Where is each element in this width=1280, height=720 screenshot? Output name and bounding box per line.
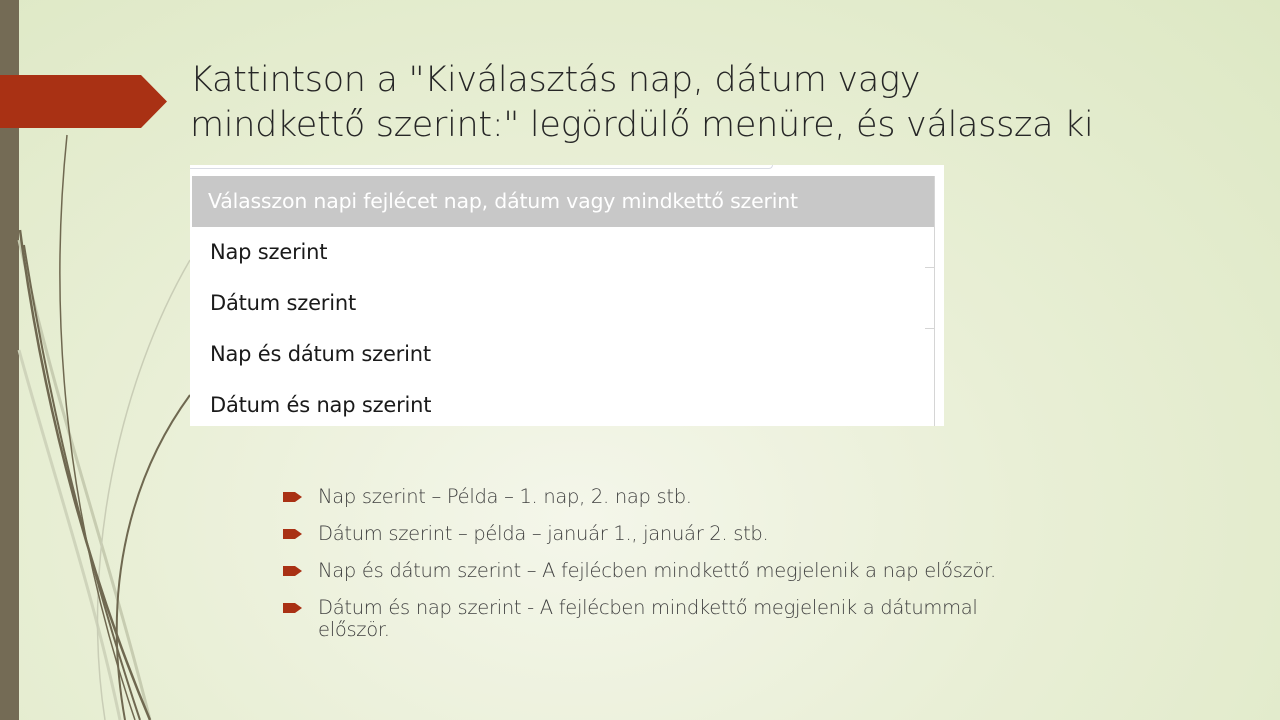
bullet-arrow-icon (283, 603, 302, 613)
bullet-list (283, 484, 1183, 654)
slide-title (190, 58, 1260, 148)
bullet-arrow-icon (283, 566, 302, 576)
option-by-day[interactable]: Nap szerint (210, 240, 328, 264)
background-row-divider (925, 328, 935, 329)
bullet-text: Nap és dátum szerint – A fejlécben mindkettő megjelenik a nap először. (318, 559, 996, 582)
title-line-2: mindkettő szerint:" legördülő menüre, és válassza ki (190, 105, 1094, 145)
option-day-and-date[interactable]: Nap és dátum szerint (210, 342, 431, 366)
bullet-item (283, 484, 1183, 510)
dropdown-placeholder-option[interactable]: Válasszon napi fejlécet nap, dátum vagy mindkettő szerint (192, 176, 934, 227)
bullet-item (283, 521, 1183, 547)
title-line-1: Kattintson a "Kiválasztás nap, dátum vagy (190, 60, 921, 100)
bullet-arrow-icon (283, 529, 302, 539)
bullet-item (283, 558, 1183, 584)
bullet-arrow-icon (283, 492, 302, 502)
bullet-item (283, 595, 1183, 643)
select-field-edge (190, 165, 773, 169)
bullet-text-continued: először. (318, 618, 390, 641)
option-by-date[interactable]: Dátum szerint (210, 291, 357, 315)
bullet-text: Nap szerint – Példa – 1. nap, 2. nap stb. (318, 485, 692, 508)
day-header-dropdown-list[interactable] (192, 176, 935, 426)
bullet-text: Dátum szerint – példa – január 1., január 2. stb. (318, 522, 769, 545)
dropdown-screenshot (190, 165, 944, 426)
background-row-divider (925, 267, 935, 268)
option-date-and-day[interactable]: Dátum és nap szerint (210, 393, 432, 417)
title-arrow-icon (0, 75, 167, 128)
bullet-text: Dátum és nap szerint - A fejlécben mindkettő megjelenik a dátummal (318, 596, 978, 619)
